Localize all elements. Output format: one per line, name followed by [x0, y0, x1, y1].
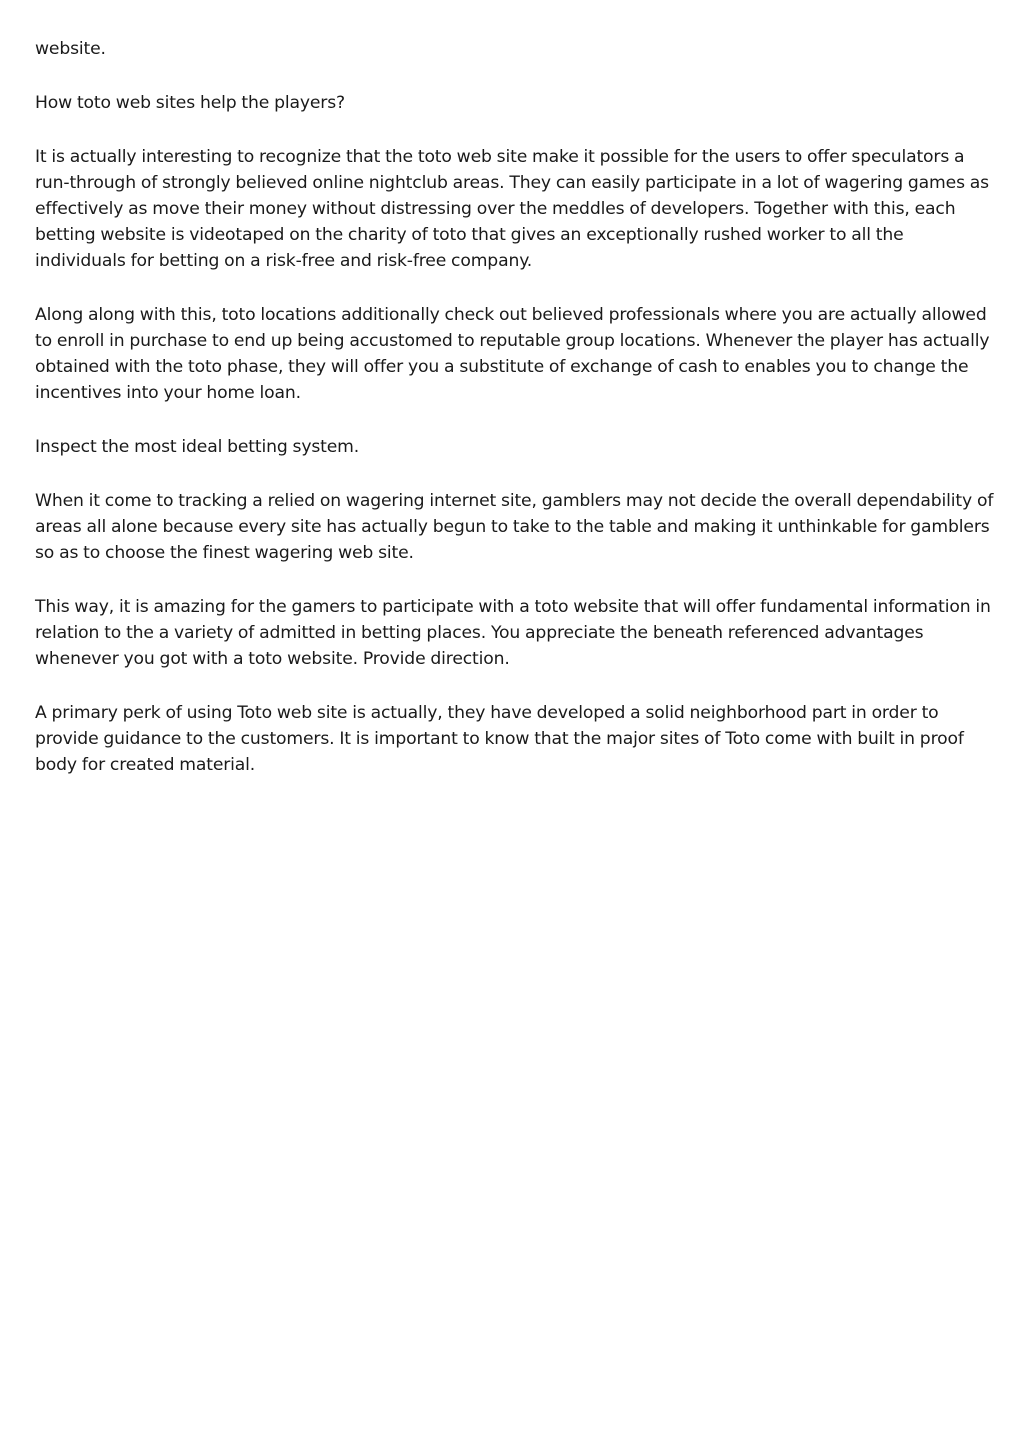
- document-page: [35, 36, 995, 806]
- paragraph-primary-perk: A primary perk of using Toto web site is actually, they have developed a solid neighborhood part in order to provide guidance to the customers. It is important to know that the major sites of Toto come with built in proof body for created material.: [35, 703, 964, 775]
- section-heading-inspect-system: Inspect the most ideal betting system.: [35, 437, 360, 457]
- paragraph-continuation: website.: [35, 39, 106, 59]
- paragraph-toto-benefits: It is actually interesting to recognize that the toto web site make it possible for the users to offer speculators a run-through of strongly believed online nightclub areas. They can easily participate in a lot of wagering games as effectively as move their money without distressing over the meddles of developers. Together with this, each betting website is videotaped on the charity of toto that gives an exceptionally rushed worker to all the individuals for betting on a risk-free and risk-free company.: [35, 147, 989, 271]
- paragraph-participate: This way, it is amazing for the gamers to participate with a toto website that will offer fundamental information in relation to the a variety of admitted in betting places. You appreciate the beneath referenced advantages whenever you got with a toto website. Provide direction.: [35, 597, 991, 669]
- section-heading-how-toto-helps: How toto web sites help the players?: [35, 93, 345, 113]
- paragraph-tracking-sites: When it come to tracking a relied on wagering internet site, gamblers may not decide the overall dependability of areas all alone because every site has actually begun to take to the table and making it unthinkable for gamblers so as to choose the finest wagering web site.: [35, 491, 994, 563]
- paragraph-toto-locations: Along along with this, toto locations additionally check out believed professionals where you are actually allowed to enroll in purchase to end up being accustomed to reputable group locations. Whenever the player has actually obtained with the toto phase, they will offer you a substitute of exchange of cash to enables you to change the incentives into your home loan.: [35, 305, 990, 403]
